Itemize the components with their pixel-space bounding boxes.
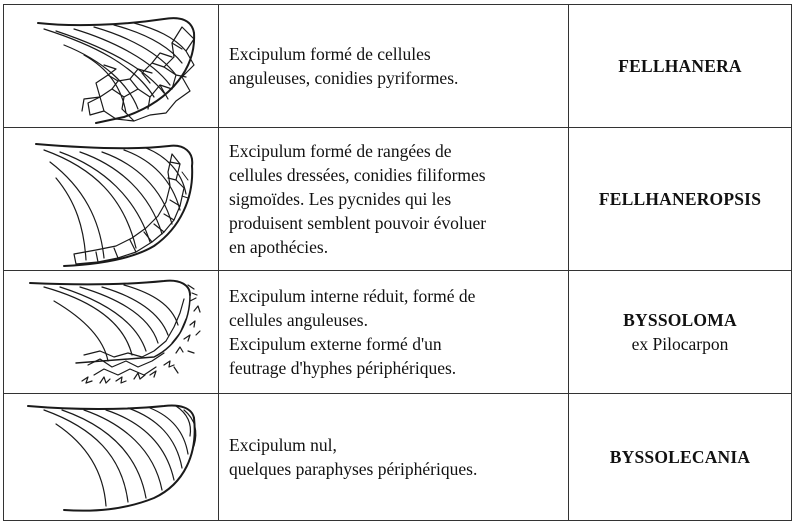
figure-cell [4, 394, 219, 521]
description-line: en apothécies. [229, 237, 329, 257]
hyphal-felt-excipulum-drawing [4, 271, 219, 393]
genus-name: FELLHANEROPSIS [598, 189, 762, 209]
description-line: Excipulum formé de cellules [229, 44, 431, 64]
description-line: Excipulum interne réduit, formé de [229, 286, 476, 306]
description-cell [219, 394, 569, 521]
description-line: sigmoïdes. Les pycnides qui les [229, 189, 452, 209]
table-row [4, 394, 792, 521]
genus-synonym: ex Pilocarpon [631, 334, 729, 354]
genus-name: FELLHANERA [618, 56, 742, 76]
description-line: cellules anguleuses. [229, 310, 368, 330]
genus-cell [569, 394, 792, 521]
description-line: cellules dressées, conidies filiformes [229, 165, 486, 185]
description-line: anguleuses, conidies pyriformes. [229, 68, 459, 88]
description-line: Excipulum nul, [229, 435, 337, 455]
figure-cell [4, 128, 219, 271]
description-line: Excipulum formé de rangées de [229, 141, 452, 161]
no-excipulum-drawing [4, 394, 219, 520]
figure-cell [4, 5, 219, 128]
figure-cell [4, 271, 219, 394]
description-cell [219, 5, 569, 128]
genus-cell [569, 271, 792, 394]
table-row [4, 128, 792, 271]
genus-cell [569, 5, 792, 128]
table-row [4, 5, 792, 128]
description-line: produisent semblent pouvoir évoluer [229, 213, 487, 233]
description-cell [219, 271, 569, 394]
description-line: quelques paraphyses périphériques. [229, 459, 478, 479]
description-cell [219, 128, 569, 271]
genus-cell [569, 128, 792, 271]
palisade-cell-excipulum-drawing [4, 128, 219, 270]
description-line: Excipulum externe formé d'un [229, 334, 442, 354]
genus-name: BYSSOLECANIA [609, 447, 751, 467]
genus-name: BYSSOLOMA [623, 310, 737, 330]
genus-key-table [3, 4, 792, 521]
table-row [4, 271, 792, 394]
angular-cell-excipulum-drawing [4, 5, 219, 127]
description-line: feutrage d'hyphes périphériques. [229, 358, 457, 378]
